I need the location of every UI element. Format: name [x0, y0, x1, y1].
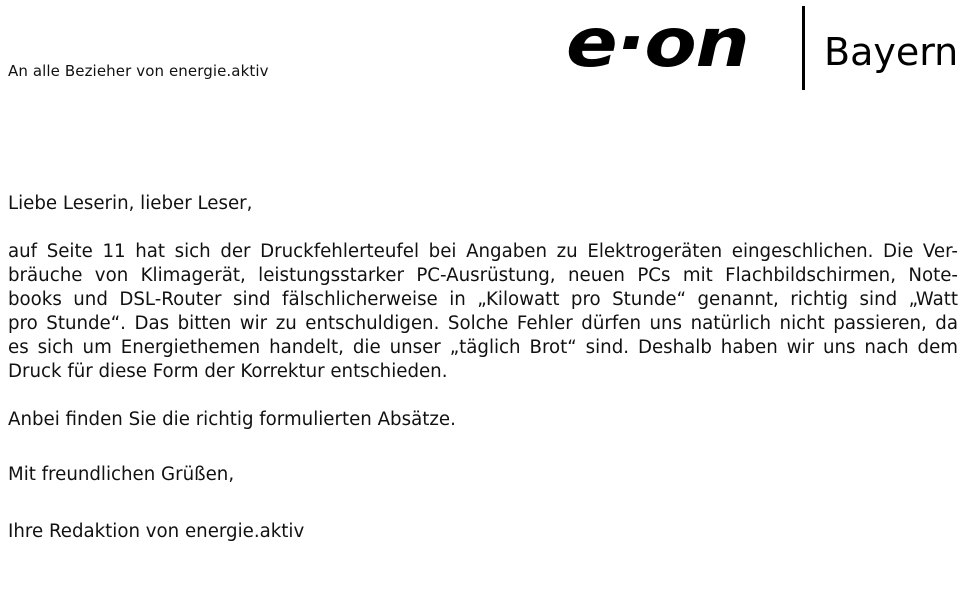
paragraph-line: books und DSL-Router sind fälschlicherweise in „Kilowatt pro Stunde“ genannt, richtig sind „Watt	[8, 289, 958, 310]
addressee-line: An alle Bezieher von energie.aktiv	[8, 62, 269, 80]
paragraph-line: Druck für diese Form der Korrektur entschieden.	[8, 361, 448, 382]
eon-bayern-logo	[566, 4, 976, 92]
enclosure-notice: Anbei finden Sie die richtig formulierten Absätze.	[8, 409, 456, 430]
letter-body	[8, 192, 958, 544]
paragraph-line: es sich um Energiethemen handelt, die unser „täglich Brot“ sind. Deshalb haben wir uns nach dem	[8, 337, 958, 358]
paragraph-line: pro Stunde“. Das bitten wir zu entschuldigen. Solche Fehler dürfen uns natürlich nicht passieren, da	[8, 313, 958, 334]
paragraph-line: bräuche von Klimagerät, leistungsstarker PC-Ausrüstung, neuen PCs mit Flachbildschirmen, Note-	[8, 265, 958, 286]
logo-divider	[802, 6, 805, 90]
logo-region-text: Bayern	[824, 30, 959, 74]
closing-greeting: Mit freundlichen Grüßen,	[8, 464, 235, 485]
eon-logo-mark: e·on	[566, 4, 749, 83]
salutation: Liebe Leserin, lieber Leser,	[8, 193, 253, 214]
signature: Ihre Redaktion von energie.aktiv	[8, 521, 305, 542]
paragraph-line: auf Seite 11 hat sich der Druckfehlerteufel bei Angaben zu Elektrogeräten eingeschlichen. Die Ver-	[8, 241, 958, 262]
correction-paragraph	[8, 240, 958, 384]
